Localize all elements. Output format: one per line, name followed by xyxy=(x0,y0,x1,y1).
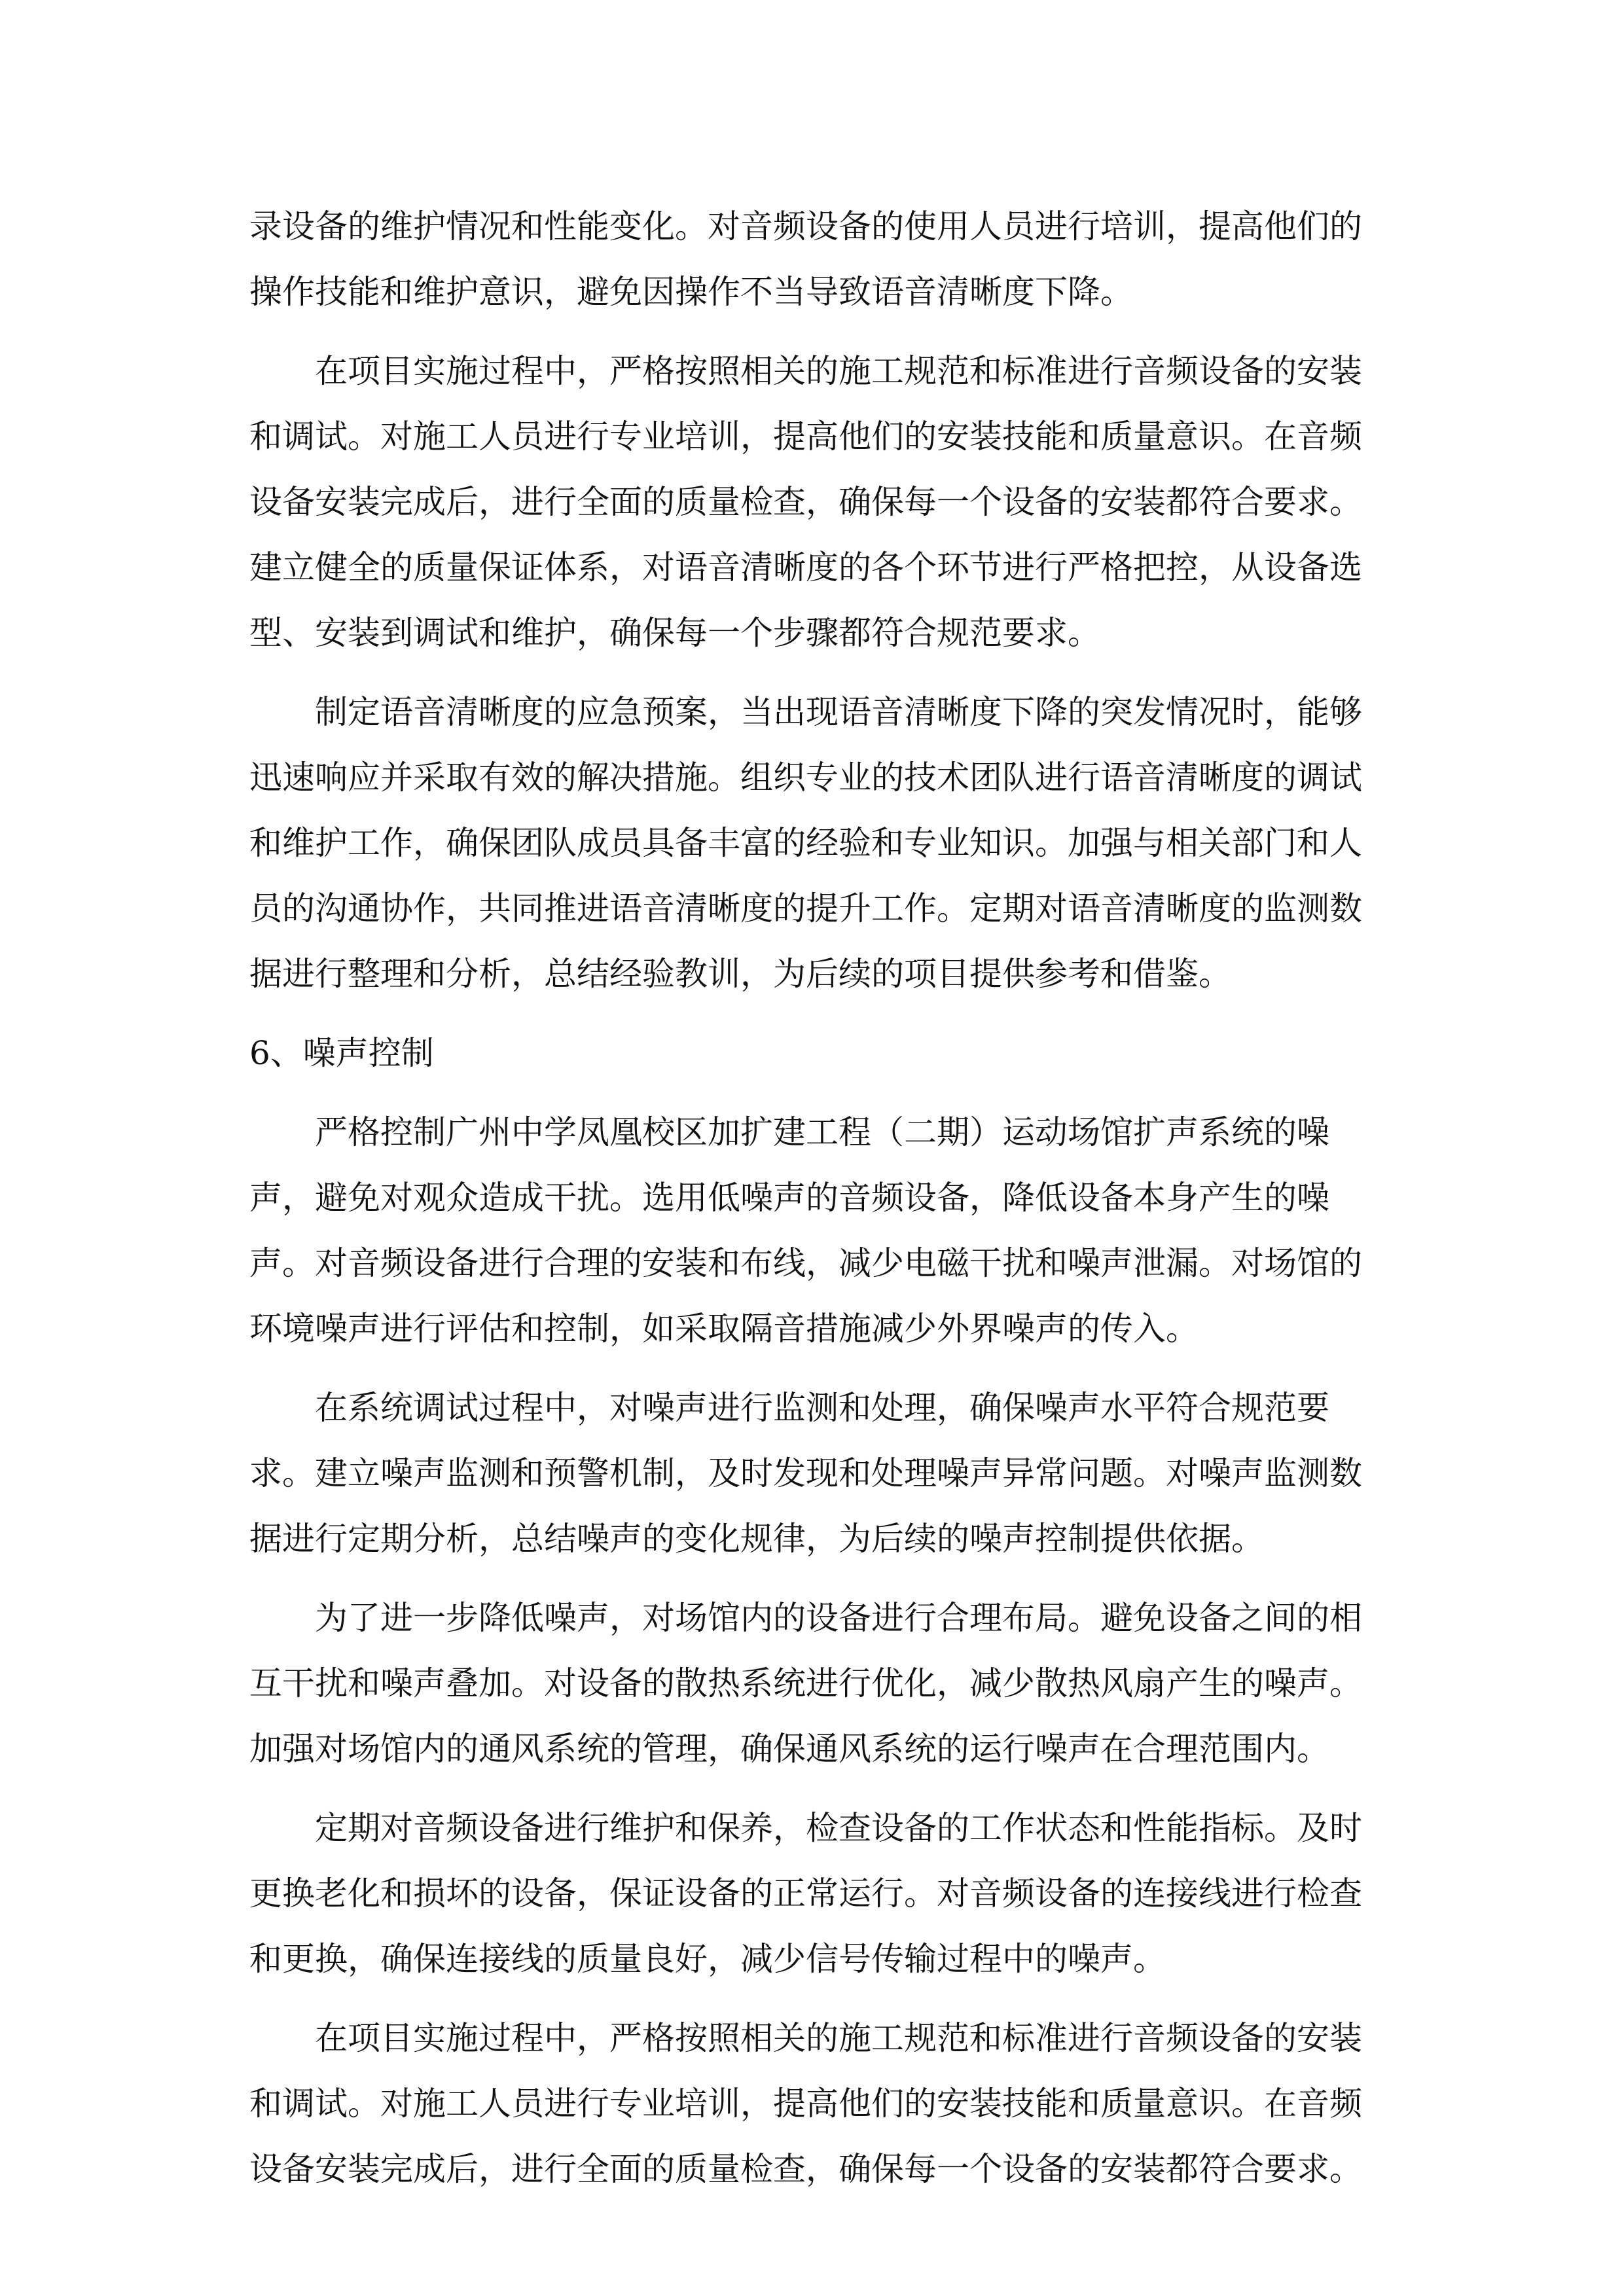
paragraph-line: 为了进一步降低噪声，对场馆内的设备进行合理布局。避免设备之间的相 xyxy=(315,1599,1362,1637)
paragraph-equipment-layout xyxy=(249,1585,1377,1782)
paragraph-noise-requirements xyxy=(249,1100,1377,1361)
paragraph-line: 设备安装完成后，进行全面的质量检查，确保每一个设备的安装都符合要求。 xyxy=(249,2150,1362,2188)
paragraph-line: 定期对音频设备进行维护和保养，检查设备的工作状态和性能指标。及时 xyxy=(315,1809,1362,1847)
paragraph-line: 制定语音清晰度的应急预案，当出现语音清晰度下降的突发情况时，能够 xyxy=(315,693,1362,731)
paragraph-line: 和更换，确保连接线的质量良好，减少信号传输过程中的噪声。 xyxy=(249,1940,1166,1978)
paragraph-line: 互干扰和噪声叠加。对设备的散热系统进行优化，减少散热风扇产生的噪声。 xyxy=(249,1664,1362,1702)
paragraph-line: 在系统调试过程中，对噪声进行监测和处理，确保噪声水平符合规范要 xyxy=(315,1389,1329,1427)
paragraph-line: 严格控制广州中学凤凰校区加扩建工程（二期）运动场馆扩声系统的噪 xyxy=(315,1113,1329,1151)
paragraph-line: 环境噪声进行评估和控制，如采取隔音措施减少外界噪声的传入。 xyxy=(249,1310,1199,1348)
paragraph-noise-monitoring xyxy=(249,1375,1377,1571)
paragraph-emergency-plan xyxy=(249,679,1377,1007)
paragraph-implementation xyxy=(249,2005,1377,2202)
paragraph-line: 更换老化和损坏的设备，保证设备的正常运行。对音频设备的连接线进行检查 xyxy=(249,1874,1362,1912)
paragraph-line: 声，避免对观众造成干扰。选用低噪声的音频设备，降低设备本身产生的噪 xyxy=(249,1179,1329,1217)
paragraph-line: 在项目实施过程中，严格按照相关的施工规范和标准进行音频设备的安装 xyxy=(315,352,1362,390)
paragraph-equipment-training xyxy=(249,194,1377,325)
paragraph-line: 操作技能和维护意识，避免因操作不当导致语音清晰度下降。 xyxy=(249,273,1133,311)
paragraph-line: 声。对音频设备进行合理的安装和布线，减少电磁干扰和噪声泄漏。对场馆的 xyxy=(249,1244,1362,1282)
paragraph-line: 求。建立噪声监测和预警机制，及时发现和处理噪声异常问题。对噪声监测数 xyxy=(249,1454,1362,1492)
paragraph-line: 设备安装完成后，进行全面的质量检查，确保每一个设备的安装都符合要求。 xyxy=(249,483,1362,521)
section-heading-noise-control: 6、噪声控制 xyxy=(249,1034,434,1072)
paragraph-line: 和维护工作，确保团队成员具备丰富的经验和专业知识。加强与相关部门和人 xyxy=(249,824,1362,862)
paragraph-line: 据进行整理和分析，总结经验教训，为后续的项目提供参考和借鉴。 xyxy=(249,955,1231,993)
paragraph-line: 录设备的维护情况和性能变化。对音频设备的使用人员进行培训，提高他们的 xyxy=(249,207,1362,245)
paragraph-line: 建立健全的质量保证体系，对语音清晰度的各个环节进行严格把控，从设备选 xyxy=(249,548,1362,586)
paragraph-line: 和调试。对施工人员进行专业培训，提高他们的安装技能和质量意识。在音频 xyxy=(249,418,1362,456)
paragraph-line: 迅速响应并采取有效的解决措施。组织专业的技术团队进行语音清晰度的调试 xyxy=(249,759,1362,797)
paragraph-line: 型、安装到调试和维护，确保每一个步骤都符合规范要求。 xyxy=(249,614,1100,652)
paragraph-line: 据进行定期分析，总结噪声的变化规律，为后续的噪声控制提供依据。 xyxy=(249,1520,1264,1558)
paragraph-installation-standards xyxy=(249,338,1377,666)
document-page xyxy=(249,194,1377,2202)
paragraph-line: 员的沟通协作，共同推进语音清晰度的提升工作。定期对语音清晰度的监测数 xyxy=(249,889,1362,927)
paragraph-maintenance xyxy=(249,1795,1377,1992)
paragraph-line: 加强对场馆内的通风系统的管理，确保通风系统的运行噪声在合理范围内。 xyxy=(249,1730,1329,1768)
paragraph-line: 在项目实施过程中，严格按照相关的施工规范和标准进行音频设备的安装 xyxy=(315,2019,1362,2057)
paragraph-line: 和调试。对施工人员进行专业培训，提高他们的安装技能和质量意识。在音频 xyxy=(249,2085,1362,2123)
